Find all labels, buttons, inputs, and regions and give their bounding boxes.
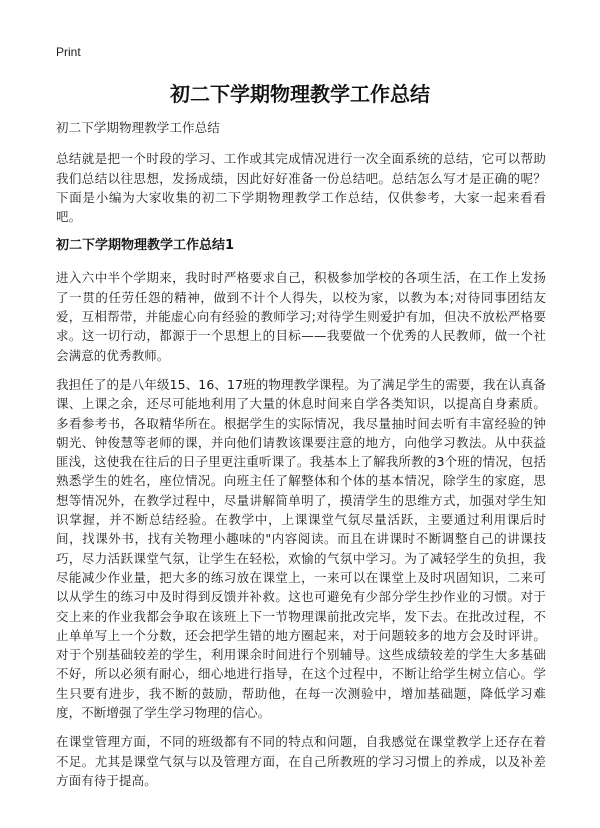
body-paragraph-1: 进入六中半个学期来，我时时严格要求自己，积极参加学校的各项生活，在工作上发扬了一贯的任劳任怨的精神，做到不计个人得失，以校为家，以教为本;对待同事团结友爱，互相帮带，并能虚心向有经验的教师学习;对待学生则爱护有加，但决不放松严格要求。这一切行动，都源于一个思想上的目标——我要做一个优秀的人民教师，做一个社会满意的优秀教师。 bbox=[56, 270, 546, 363]
document-title: 初二下学期物理教学工作总结 bbox=[170, 82, 430, 106]
body-paragraph-3: 在课堂管理方面，不同的班级都有不同的特点和问题，自我感觉在课堂教学上还存在着不足。尤其是课堂气氛与以及管理方面，在自己所教班的学习习惯上的养成，以及补差方面有待于提高。 bbox=[56, 734, 546, 788]
body-paragraph-2: 我担任了的是八年级15、16、17班的物理教学课程。为了满足学生的需要，我在认真备课、上课之余，还尽可能地利用了大量的休息时间来自学各类知识，以提高自身素质。多看参考书，各取精华所在。根据学生的实际情况，我尽量抽时间去听有丰富经验的钟朝光、钟俊慧等老师的课，并向他们请教该课要注意的地方，向他学习教法。从中获益匪浅，这使我在往后的日子里更注重听课了。我基本上了解我所教的3个班的情况，包括熟悉学生的姓名，座位情况。向班主任了解整体和个体的基本情况，除学生的家庭，思想等情况外，在教学过程中，尽量讲解简单明了，摸清学生的思维方式，加强对学生知识掌握，并不断总结经验。在教学中，上课课堂气氛尽量活跃，主要通过利用课后时间，找课外书，找有关物理小趣味的"内容阅读。而且在讲课时不断调整自己的讲课技巧，尽力活跃课堂气氛，让学生在轻松，欢愉的气氛中学习。为了减轻学生的负担，我尽能减少作业量，把大多的练习放在课堂上，一来可以在课堂上及时巩固知识，二来可以从学生的练习中及时得到反馈并补救。这也可避免有少部分学生抄作业的习惯。对于交上来的作业我都会争取在该班上下一节物理课前批改完毕，发下去。在批改过程，不止单单写上一个分数，还会把学生错的地方圈起来，对于问题较多的地方会及时评讲。对于个别基础较差的学生，利用课余时间进行个别辅导。这些成绩较差的学生大多基础不好，所以必须有耐心，细心地进行指导，在这个过程中，不断让给学生树立信心。学生只要有进步，我不断的鼓励，帮助他，在每一次测验中，增加基础题，降低学习难度，不断增强了学生学习物理的信心。 bbox=[56, 376, 546, 721]
intro-paragraph: 总结就是把一个时段的学习、工作或其完成情况进行一次全面系统的总结，它可以帮助我们总结以往思想，发扬成绩，因此好好准备一份总结吧。总结怎么写才是正确的呢？下面是小编为大家收集的初二下学期物理教学工作总结，仅供参考，大家一起来看看吧。 bbox=[56, 151, 546, 225]
section-heading: 初二下学期物理教学工作总结1 bbox=[56, 238, 235, 254]
print-link[interactable]: Print bbox=[56, 45, 81, 59]
document-subtitle: 初二下学期物理教学工作总结 bbox=[56, 120, 220, 135]
document-body bbox=[56, 118, 546, 800]
